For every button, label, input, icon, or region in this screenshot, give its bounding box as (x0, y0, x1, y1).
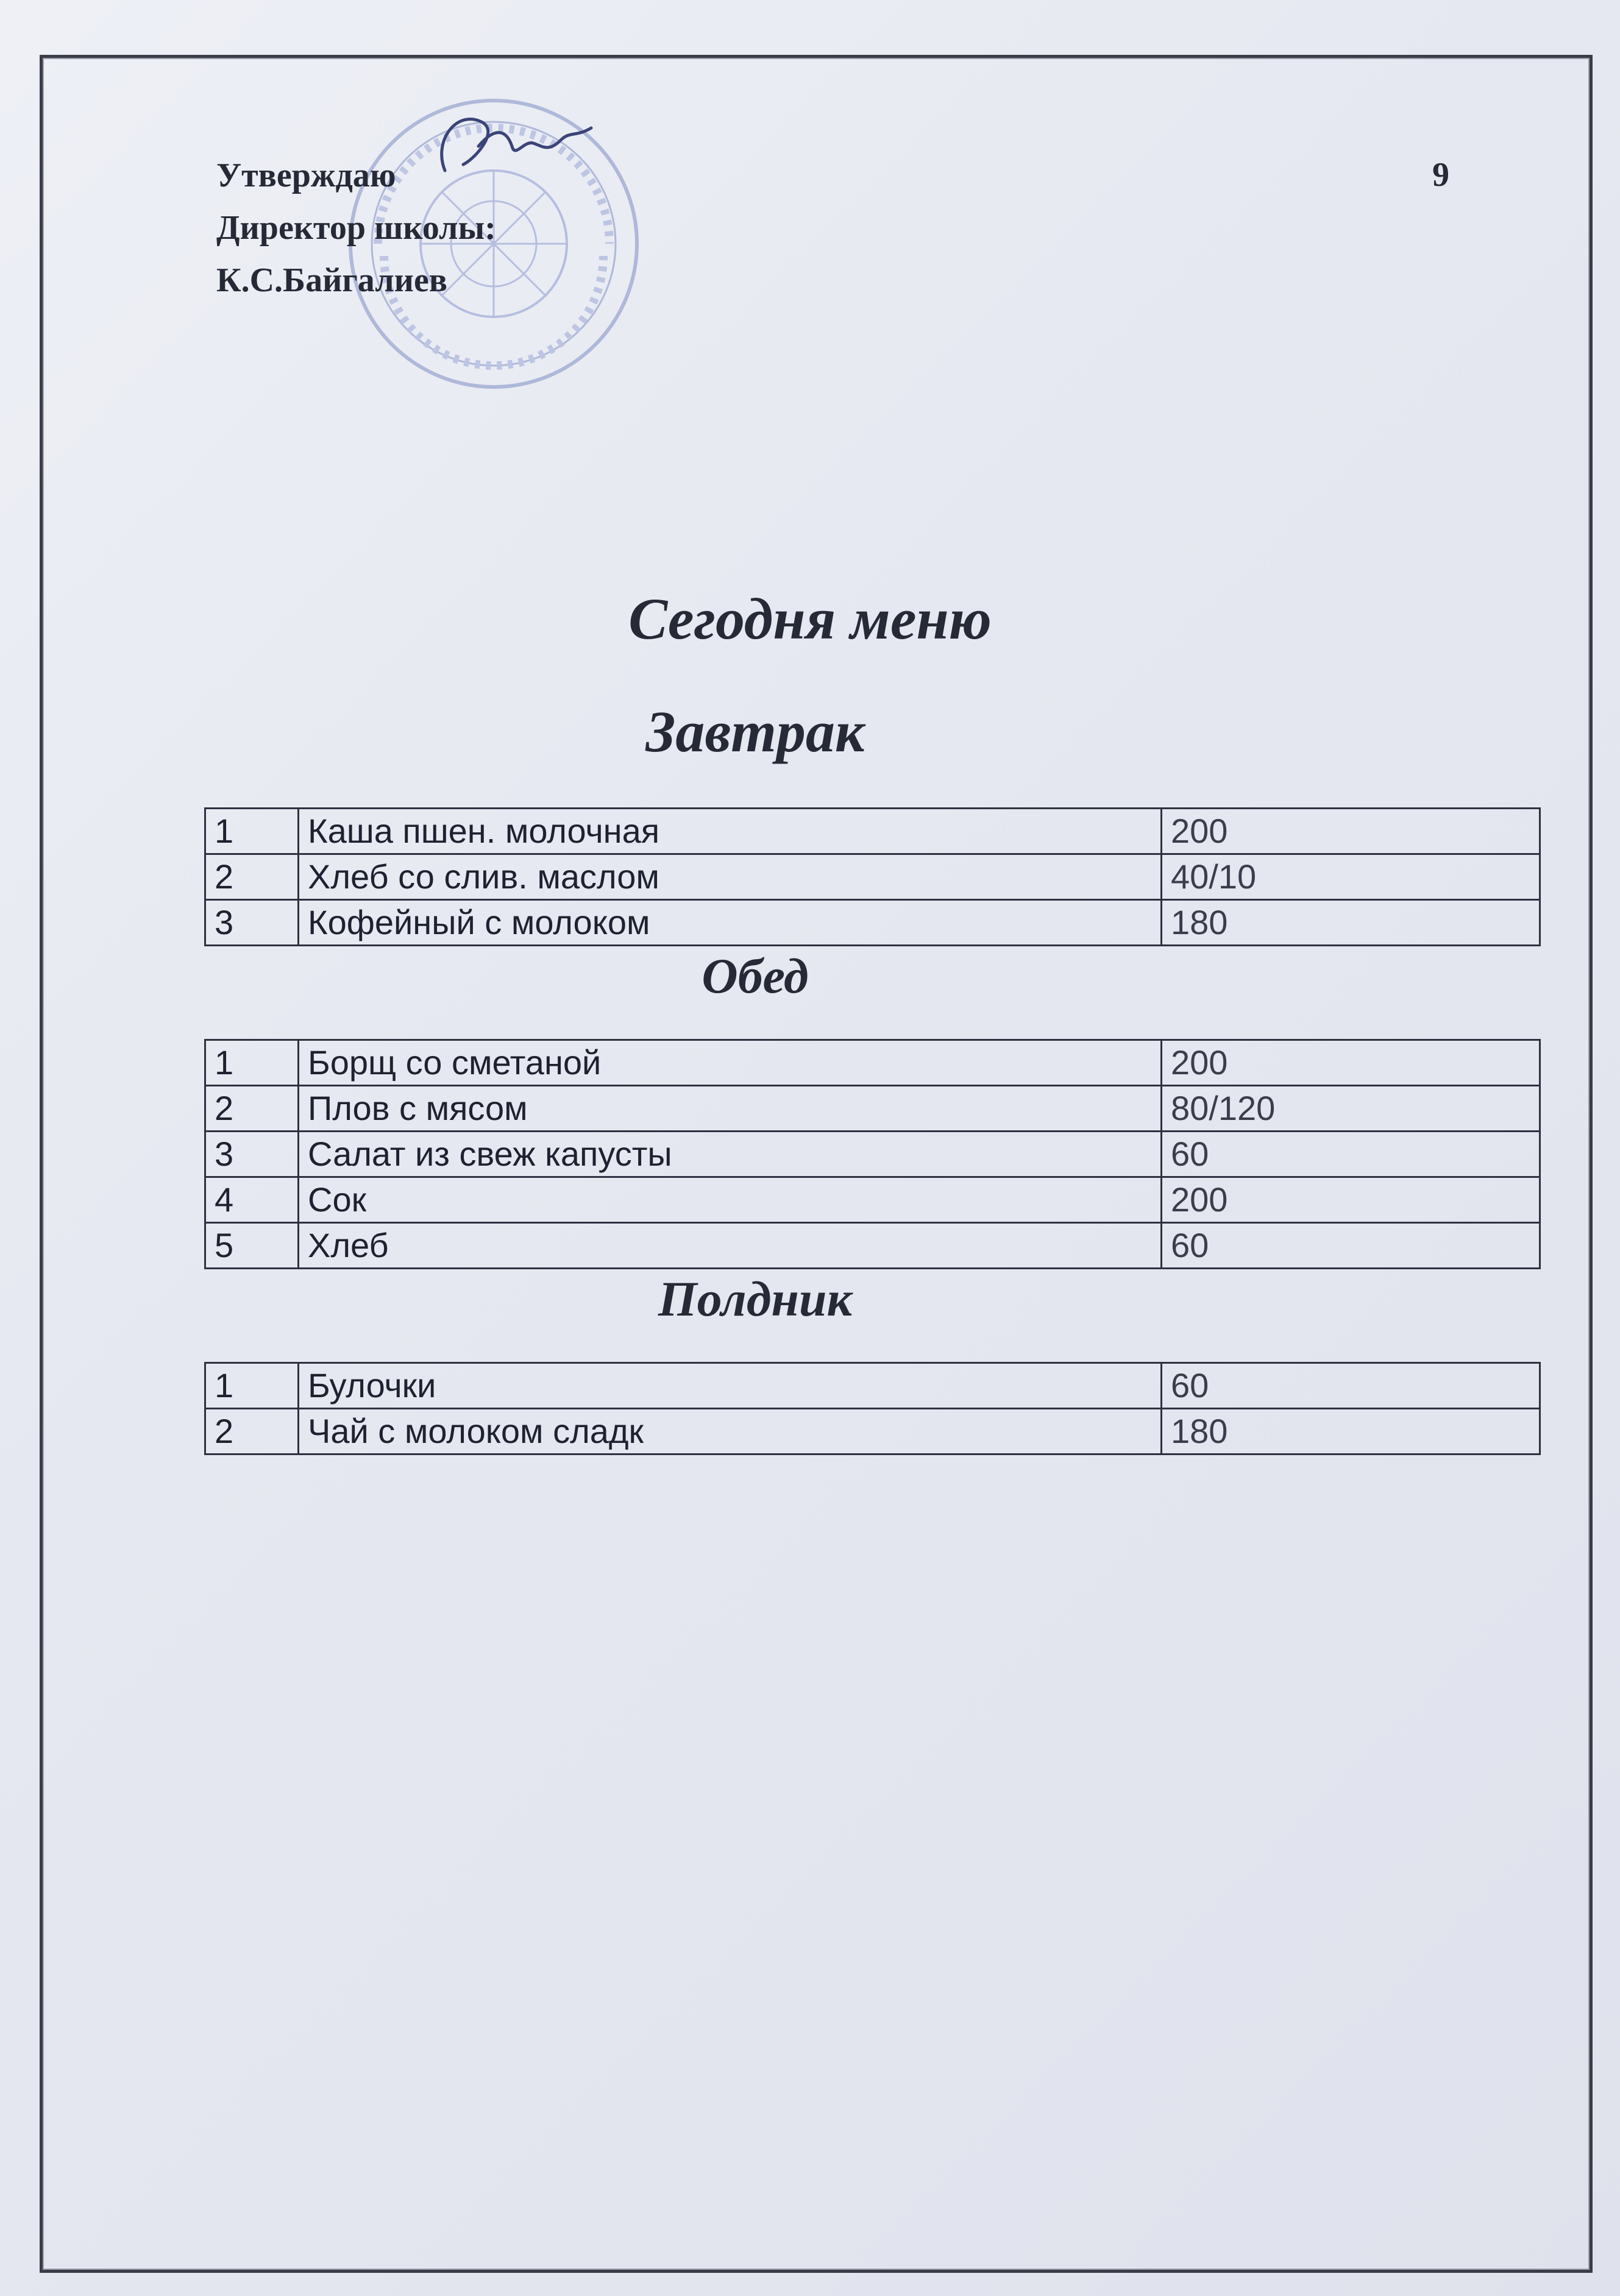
page-number: 9 (1432, 156, 1449, 194)
table-row (205, 1177, 1540, 1223)
dish-name: Борщ со сметаной (299, 1040, 1162, 1086)
section-title-breakfast: Завтрак (645, 699, 865, 764)
lunch-table (204, 1039, 1541, 1269)
dish-quantity: 180 (1162, 1409, 1540, 1454)
dish-quantity: 60 (1162, 1223, 1540, 1269)
dish-quantity: 180 (1162, 900, 1540, 946)
table-row (205, 1132, 1540, 1177)
snack-table (204, 1362, 1541, 1455)
dish-quantity: 200 (1162, 809, 1540, 854)
approval-header (216, 149, 496, 306)
section-title-snack: Полдник (658, 1271, 853, 1327)
dish-name: Чай с молоком сладк (299, 1409, 1162, 1454)
table-row (205, 900, 1540, 946)
dish-name: Хлеб со слив. маслом (299, 854, 1162, 900)
dish-name: Хлеб (299, 1223, 1162, 1269)
dish-quantity: 60 (1162, 1132, 1540, 1177)
row-number: 1 (205, 1363, 299, 1409)
director-name: К.С.Байгалиев (216, 261, 448, 299)
director-position: Директор школы: (216, 209, 496, 247)
dish-name: Сок (299, 1177, 1162, 1223)
row-number: 1 (205, 809, 299, 854)
table-row (205, 1409, 1540, 1454)
dish-name: Каша пшен. молочная (299, 809, 1162, 854)
row-number: 2 (205, 1409, 299, 1454)
dish-quantity: 200 (1162, 1040, 1540, 1086)
dish-name: Салат из свеж капусты (299, 1132, 1162, 1177)
table-row (205, 854, 1540, 900)
table-row (205, 1040, 1540, 1086)
table-row (205, 1086, 1540, 1132)
table-row (205, 1363, 1540, 1409)
row-number: 3 (205, 1132, 299, 1177)
breakfast-table (204, 807, 1541, 946)
row-number: 2 (205, 1086, 299, 1132)
approve-label: Утверждаю (216, 157, 396, 194)
row-number: 4 (205, 1177, 299, 1223)
row-number: 1 (205, 1040, 299, 1086)
dish-quantity: 200 (1162, 1177, 1540, 1223)
table-row (205, 1223, 1540, 1269)
row-number: 5 (205, 1223, 299, 1269)
dish-name: Булочки (299, 1363, 1162, 1409)
dish-quantity: 40/10 (1162, 854, 1540, 900)
dish-quantity: 80/120 (1162, 1086, 1540, 1132)
table-row (205, 809, 1540, 854)
row-number: 2 (205, 854, 299, 900)
dish-quantity: 60 (1162, 1363, 1540, 1409)
dish-name: Плов с мясом (299, 1086, 1162, 1132)
page-title: Сегодня меню (628, 586, 992, 651)
section-title-lunch: Обед (702, 948, 809, 1004)
dish-name: Кофейный с молоком (299, 900, 1162, 946)
row-number: 3 (205, 900, 299, 946)
